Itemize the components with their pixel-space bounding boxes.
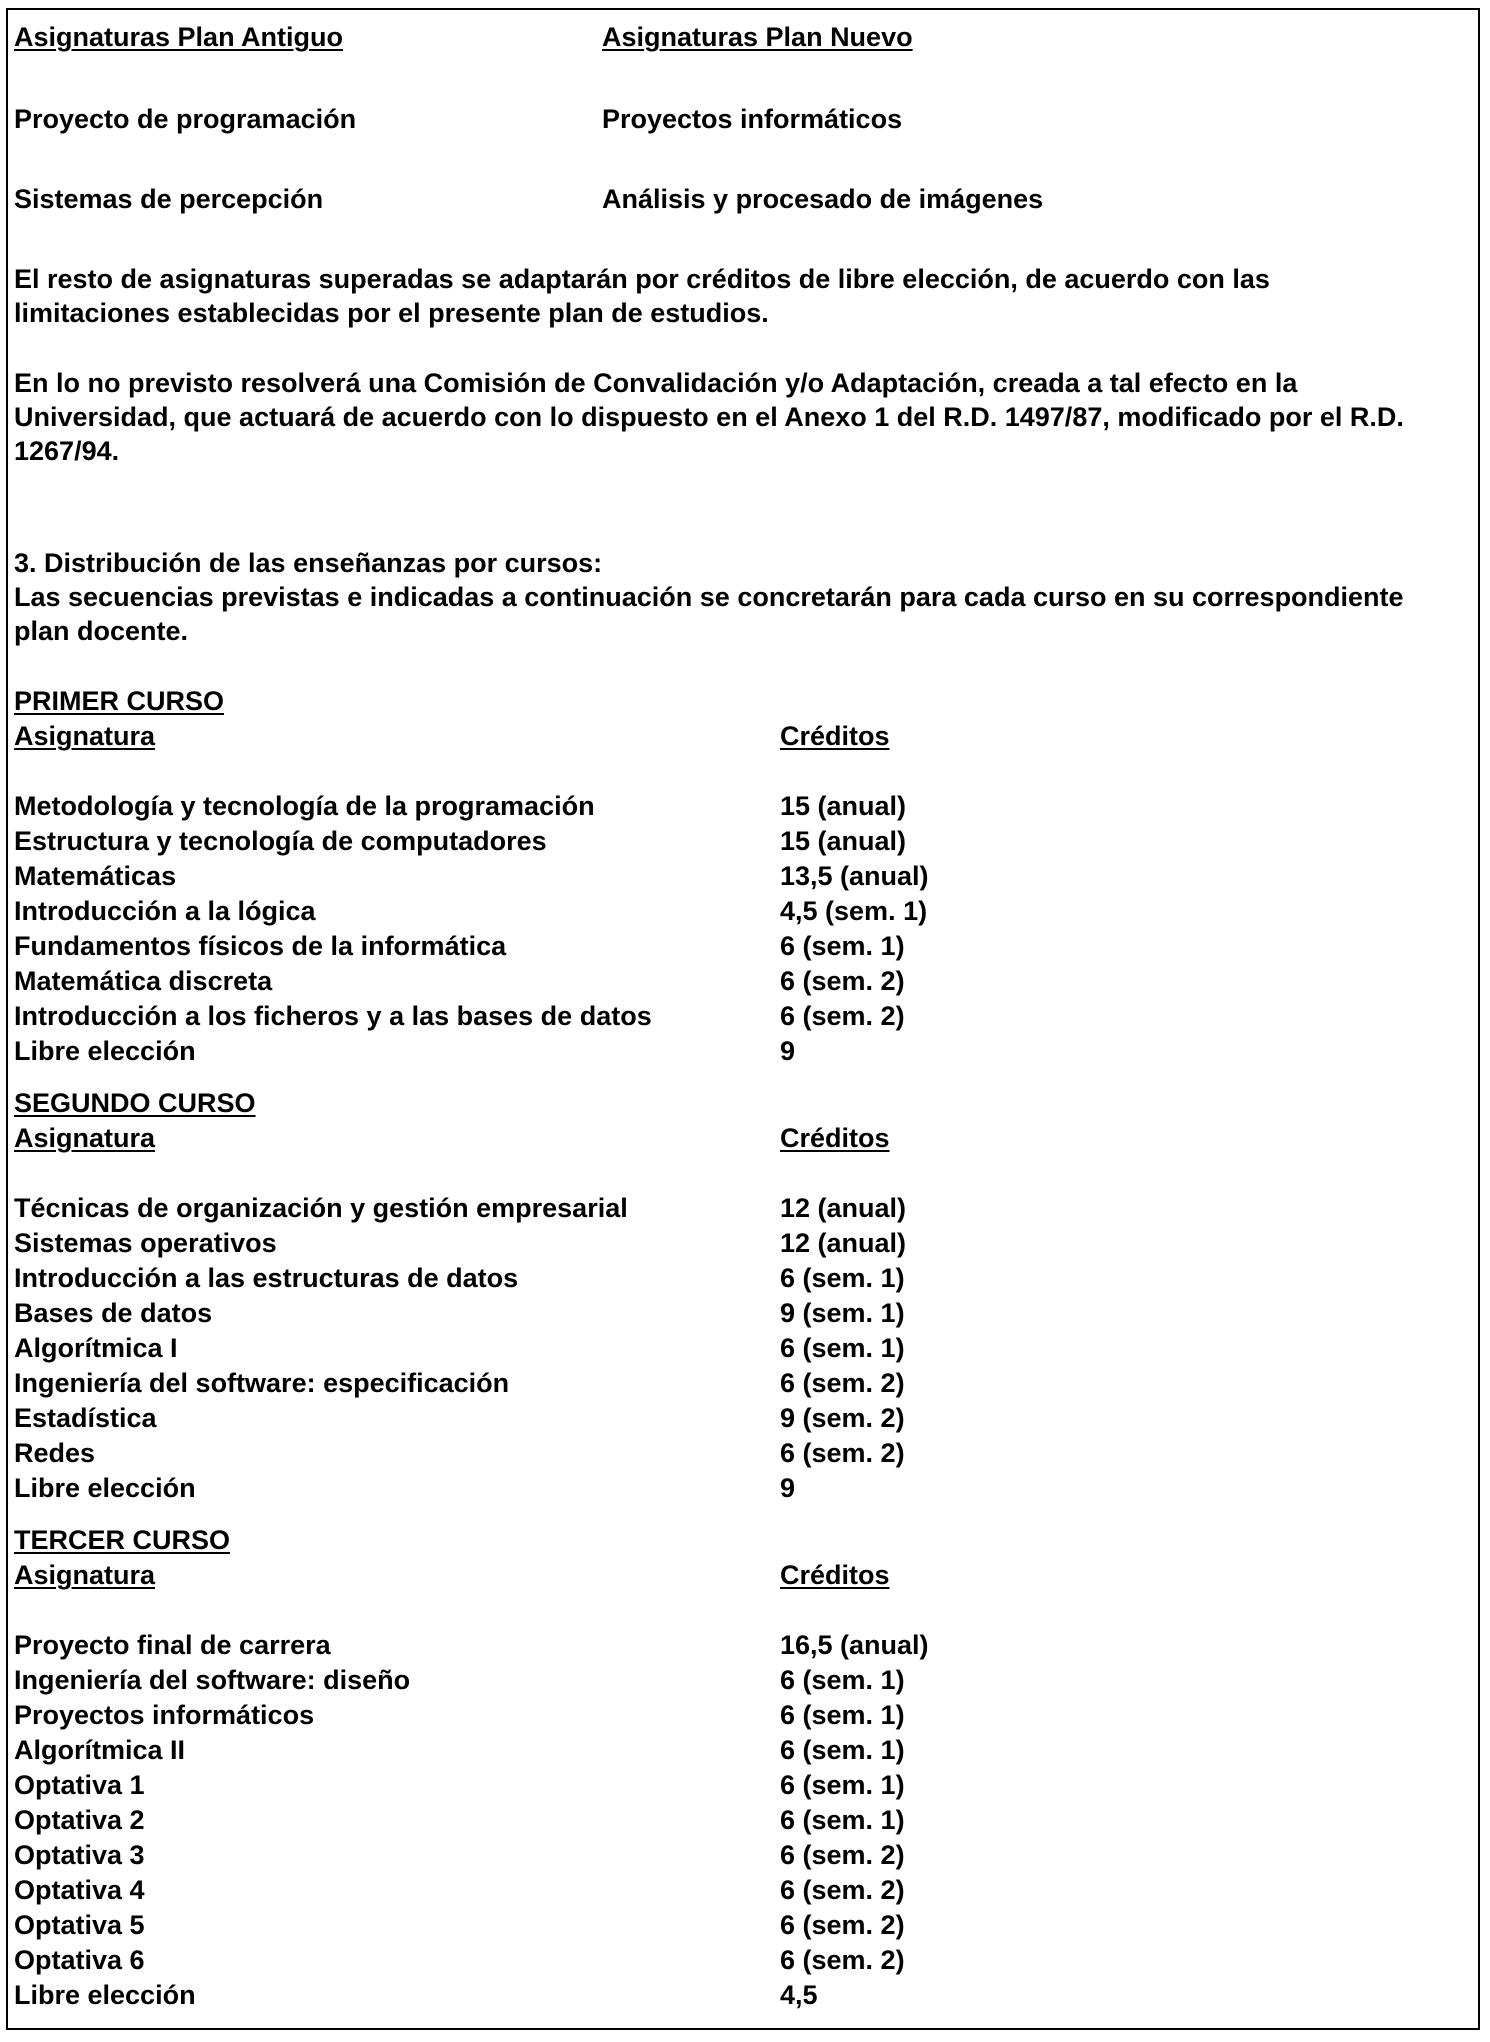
subject-name: Ingeniería del software: especificación: [14, 1368, 510, 1398]
subject-credits: 4,5 (sem. 1): [780, 896, 928, 926]
course-row: [14, 1873, 1404, 1908]
subject-credits: 9 (sem. 1): [780, 1298, 905, 1328]
subject-credits: 6 (sem. 2): [780, 1875, 905, 1905]
subject-credits: 15 (anual): [780, 826, 907, 856]
course-row: [14, 789, 1404, 824]
subject-credits: 6 (sem. 2): [780, 1945, 905, 1975]
subject-credits: 6 (sem. 1): [780, 1770, 905, 1800]
course-row: [14, 1296, 1404, 1331]
course-row: [14, 1191, 1404, 1226]
course-title: PRIMER CURSO: [14, 686, 225, 716]
subject-name: Matemáticas: [14, 861, 177, 891]
paragraph-free-choice: El resto de asignaturas superadas se adaptarán por créditos de libre elección, de acuerdo con las limitaciones establecidas por el presente plan de estudios.: [14, 264, 1270, 328]
course-title: TERCER CURSO: [14, 1525, 231, 1555]
subject-credits: 6 (sem. 2): [780, 1001, 905, 1031]
subject-credits: 6 (sem. 1): [780, 1263, 905, 1293]
new-subject: Proyectos informáticos: [602, 104, 903, 134]
subject-credits: 6 (sem. 1): [780, 931, 905, 961]
new-subject: Análisis y procesado de imágenes: [602, 184, 1044, 214]
course-block: [14, 1523, 1404, 2013]
subject-name: Optativa 6: [14, 1945, 145, 1975]
subject-name: Libre elección: [14, 1980, 196, 2010]
course-row: [14, 1471, 1404, 1506]
subject-credits: 13,5 (anual): [780, 861, 929, 891]
plans-header: [14, 20, 1404, 56]
subject-name: Bases de datos: [14, 1298, 213, 1328]
subject-name: Optativa 4: [14, 1875, 145, 1905]
subject-credits: 6 (sem. 2): [780, 1438, 905, 1468]
course-row: [14, 999, 1404, 1034]
subject-credits: 6 (sem. 2): [780, 1368, 905, 1398]
subject-name: Redes: [14, 1438, 96, 1468]
subject-credits: 12 (anual): [780, 1193, 907, 1223]
subject-name: Matemática discreta: [14, 966, 273, 996]
course-row: [14, 1034, 1404, 1069]
subject-credits: 9: [780, 1473, 796, 1503]
subject-credits: 4,5: [780, 1980, 818, 2010]
new-plan-header: Asignaturas Plan Nuevo: [602, 22, 913, 52]
subject-name: Fundamentos físicos de la informática: [14, 931, 507, 961]
course-table-header: [14, 719, 1404, 754]
subject-name: Estructura y tecnología de computadores: [14, 826, 547, 856]
course-block: [14, 1086, 1404, 1506]
course-row: [14, 929, 1404, 964]
subject-name: Estadística: [14, 1403, 157, 1433]
course-row: [14, 1803, 1404, 1838]
course-row: [14, 1838, 1404, 1873]
subject-credits: 6 (sem. 1): [780, 1805, 905, 1835]
course-row: [14, 1436, 1404, 1471]
course-row: [14, 1908, 1404, 1943]
subject-name: Algorítmica II: [14, 1735, 186, 1765]
course-row: [14, 1768, 1404, 1803]
subject-credits: 6 (sem. 2): [780, 1910, 905, 1940]
subject-credits: 6 (sem. 2): [780, 966, 905, 996]
subject-credits: 9 (sem. 2): [780, 1403, 905, 1433]
subject-credits: 16,5 (anual): [780, 1630, 929, 1660]
paragraph-sequences: Las secuencias previstas e indicadas a continuación se concretarán para cada curso en su correspondiente plan docente.: [14, 582, 1404, 646]
course-row: [14, 1628, 1404, 1663]
subject-credits: 6 (sem. 1): [780, 1735, 905, 1765]
credits-column-header: Créditos: [780, 721, 890, 751]
subject-name: Técnicas de organización y gestión empresarial: [14, 1193, 628, 1223]
course-row: [14, 1943, 1404, 1978]
subject-name: Optativa 5: [14, 1910, 145, 1940]
course-row: [14, 1331, 1404, 1366]
subject-credits: 12 (anual): [780, 1228, 907, 1258]
subject-name: Libre elección: [14, 1036, 196, 1066]
course-row: [14, 1261, 1404, 1296]
subject-name: Algorítmica I: [14, 1333, 178, 1363]
subject-name: Optativa 1: [14, 1770, 145, 1800]
course-row: [14, 1226, 1404, 1261]
subject-credits: 6 (sem. 1): [780, 1700, 905, 1730]
course-row: [14, 859, 1404, 894]
course-row: [14, 1663, 1404, 1698]
course-row: [14, 894, 1404, 929]
subject-name: Libre elección: [14, 1473, 196, 1503]
subject-credits: 9: [780, 1036, 796, 1066]
credits-column-header: Créditos: [780, 1560, 890, 1590]
plans-row: [14, 102, 1404, 136]
old-subject: Sistemas de percepción: [14, 184, 324, 214]
subject-name: Introducción a la lógica: [14, 896, 316, 926]
plans-row: [14, 182, 1404, 216]
subject-credits: 6 (sem. 2): [780, 1840, 905, 1870]
course-row: [14, 824, 1404, 859]
subject-credits: 6 (sem. 1): [780, 1665, 905, 1695]
subject-column-header: Asignatura: [14, 1560, 156, 1590]
course-table-header: [14, 1558, 1404, 1593]
course-row: [14, 1978, 1404, 2013]
course-row: [14, 1698, 1404, 1733]
section-heading: 3. Distribución de las enseñanzas por cursos:: [14, 548, 603, 578]
subject-name: Proyecto final de carrera: [14, 1630, 331, 1660]
course-row: [14, 1733, 1404, 1768]
paragraph-commission: En lo no previsto resolverá una Comisión de Convalidación y/o Adaptación, creada a tal efecto en la Universidad, que actuará de acuerdo con lo dispuesto en el Anexo 1 del R.D. 1497/87, modificado por el R.D. 1267/94.: [14, 368, 1404, 466]
subject-column-header: Asignatura: [14, 721, 156, 751]
course-title: SEGUNDO CURSO: [14, 1088, 256, 1118]
subject-name: Proyectos informáticos: [14, 1700, 315, 1730]
subject-name: Optativa 2: [14, 1805, 145, 1835]
subject-name: Optativa 3: [14, 1840, 145, 1870]
credits-column-header: Créditos: [780, 1123, 890, 1153]
subject-credits: 6 (sem. 1): [780, 1333, 905, 1363]
subject-credits: 15 (anual): [780, 791, 907, 821]
subject-name: Introducción a los ficheros y a las bases de datos: [14, 1001, 652, 1031]
subject-name: Ingeniería del software: diseño: [14, 1665, 411, 1695]
subject-name: Metodología y tecnología de la programación: [14, 791, 595, 821]
course-row: [14, 964, 1404, 999]
course-table-header: [14, 1121, 1404, 1156]
old-plan-header: Asignaturas Plan Antiguo: [14, 22, 344, 52]
subject-name: Introducción a las estructuras de datos: [14, 1263, 519, 1293]
subject-name: Sistemas operativos: [14, 1228, 277, 1258]
old-subject: Proyecto de programación: [14, 104, 357, 134]
document-content: [14, 20, 1404, 2013]
course-row: [14, 1366, 1404, 1401]
course-row: [14, 1401, 1404, 1436]
subject-column-header: Asignatura: [14, 1123, 156, 1153]
course-block: [14, 684, 1404, 1069]
